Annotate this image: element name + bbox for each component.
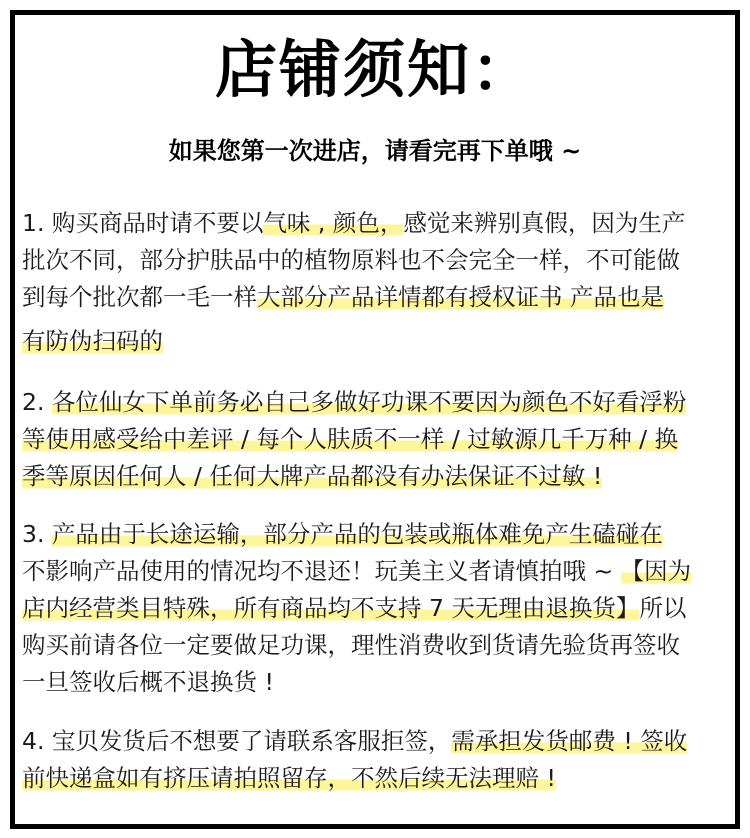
notice-item-3-line-1: 3. 产品由于长途运输，部分产品的包装或瓶体难免产生磕碰在 [22,520,663,548]
notice-item-4-line-2 [22,761,556,795]
highlight: 前快递盒如有挤压请拍照留存，不然后续无法理赔 ! [22,764,556,792]
notice-item-3-line-4: 购买前请各位一定要做足功课，理性消费收到货请先验货再签收 [22,631,680,659]
highlight: 各位仙女下单前务必自己多做好功课不要因为颜色不好看浮粉 [51,388,687,416]
notice-item-2-line-2 [22,422,678,456]
notice-item-2-line-1: 2. 各位仙女下单前务必自己多做好功课不要因为颜色不好看浮粉 [22,388,687,416]
highlight: 等使用感受给中差评 / 每个人肤质不一样 / 过敏源几千万种 / 换 [22,425,679,453]
highlight: 产品由于长途运输，部分产品的包装或瓶体难免产生磕碰在 [51,520,663,548]
notice-item-1-line-1: 1. 购买商品时请不要以气味 , 颜色，感觉来辨别真假，因为生产 [22,209,686,237]
notice-item-1-line-4 [22,324,163,358]
highlight: 需承担发货邮费 ! 签收 [451,727,688,755]
highlight: 有防伪扫码的 [22,327,163,355]
notice-item-3-line-2: 不影响产品使用的情况均不退还！玩美主义者请慎拍哦 ~ 【因为 [22,557,692,585]
notice-item-4-line-1: 4. 宝贝发货后不想要了请联系客服拒签，需承担发货邮费 ! 签收 [22,727,688,755]
highlight: 气味 , 颜色， [263,209,404,237]
notice-item-3-line-3: 店内经营类目特殊，所有商品均不支持 7 天无理由退换货】所以 [22,594,687,622]
notice-item-3-line-5: 一旦签收后概不退换货 ! [22,668,274,696]
highlight: 季等原因任何人 / 任何大牌产品都没有办法保证不过敏 ! [22,462,603,490]
notice-item-1-line-3: 到每个批次都一毛一样大部分产品详情都有授权证书 产品也是 [22,283,664,311]
notice-item-2-line-3 [22,459,602,493]
page-title: 店铺须知： [214,33,535,106]
notice-item-1-line-2: 批次不同，部分护肤品中的植物原料也不会完全一样，不可能做 [22,246,680,274]
highlight: 【因为 [620,557,692,585]
highlight: 店内经营类目特殊，所有商品均不支持 7 天无理由退换货】 [22,594,640,622]
page-subtitle: 如果您第一次进店，请看完再下单哦 ~ [168,137,582,165]
highlight: 大部分产品详情都有授权证书 产品也是 [257,283,664,311]
